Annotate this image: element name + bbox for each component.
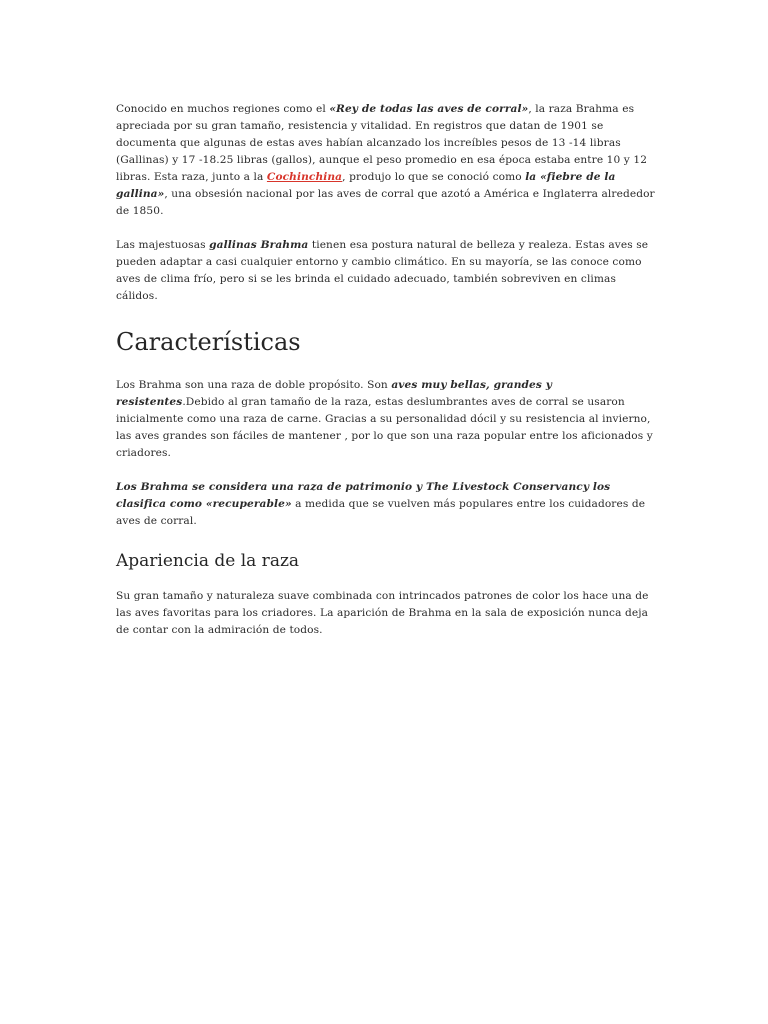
paragraph-intro [116,101,656,220]
paragraph-majestuosas [116,237,656,305]
majestuosas-emphasis: gallinas Brahma [209,239,309,251]
patrimonio-text: a medida que se vuelven más populares entre los cuidadores de aves de corral. [116,498,646,527]
majestuosas-text-1: Las majestuosas [116,239,210,251]
apariencia-text: Su gran tamaño y naturaleza suave combinada con intrincados patrones de color los hace una de las aves favoritas para los criadores. La aparición de Brahma en la sala de exposición nunca deja de contar con la admiración de todos. [116,590,649,636]
intro-text-4: , una obsesión nacional por las aves de corral que azotó a América e Inglaterra alrededor de 1850. [116,188,655,217]
proposito-text-2: .Debido al gran tamaño de la raza, estas deslumbrantes aves de corral se usaron inicialmente como una raza de carne. Gracias a su personalidad dócil y su resistencia al invierno, las aves grandes son fáciles de mantener , por lo que son una raza popular entre los aficionados y criadores. [116,396,653,459]
intro-text-1: Conocido en muchos regiones como el [116,103,330,115]
paragraph-patrimonio [116,479,656,530]
paragraph-apariencia [116,588,656,639]
proposito-emphasis: aves muy bellas, grandes y resistentes [116,379,552,408]
paragraph-doble-proposito [116,377,656,462]
article-body [116,101,656,639]
proposito-text-1: Los Brahma son una raza de doble propósito. Son [116,379,392,391]
heading-apariencia: Apariencia de la raza [116,551,300,571]
intro-text-2: , la raza Brahma es apreciada por su gran tamaño, resistencia y vitalidad. En registros que datan de 1901 se documenta que algunas de estas aves habían alcanzado los increíbles pesos de 13 -14 libras (Gallinas) y 17 -18.25 libras (gallos), aunque el peso promedio en esa época estaba entre 10 y 12 libras. Esta raza, junto a la [116,103,648,183]
intro-emphasis-rey: «Rey de todas las aves de corral» [329,103,529,115]
intro-text-3: , produjo lo que se conoció como [342,171,526,183]
cochinchina-link[interactable]: Cochinchina [266,171,343,183]
patrimonio-emphasis: Los Brahma se considera una raza de patrimonio y The Livestock Conservancy los clasifica como «recuperable» [116,481,611,510]
intro-emphasis-fiebre: la «fiebre de la gallina» [116,171,616,200]
majestuosas-text-2: tienen esa postura natural de belleza y realeza. Estas aves se pueden adaptar a casi cualquier entorno y cambio climático. En su mayoría, se las conoce como aves de clima frío, pero si se les brinda el cuidado adecuado, también sobreviven en climas cálidos. [116,239,649,302]
heading-caracteristicas: Características [116,328,301,356]
